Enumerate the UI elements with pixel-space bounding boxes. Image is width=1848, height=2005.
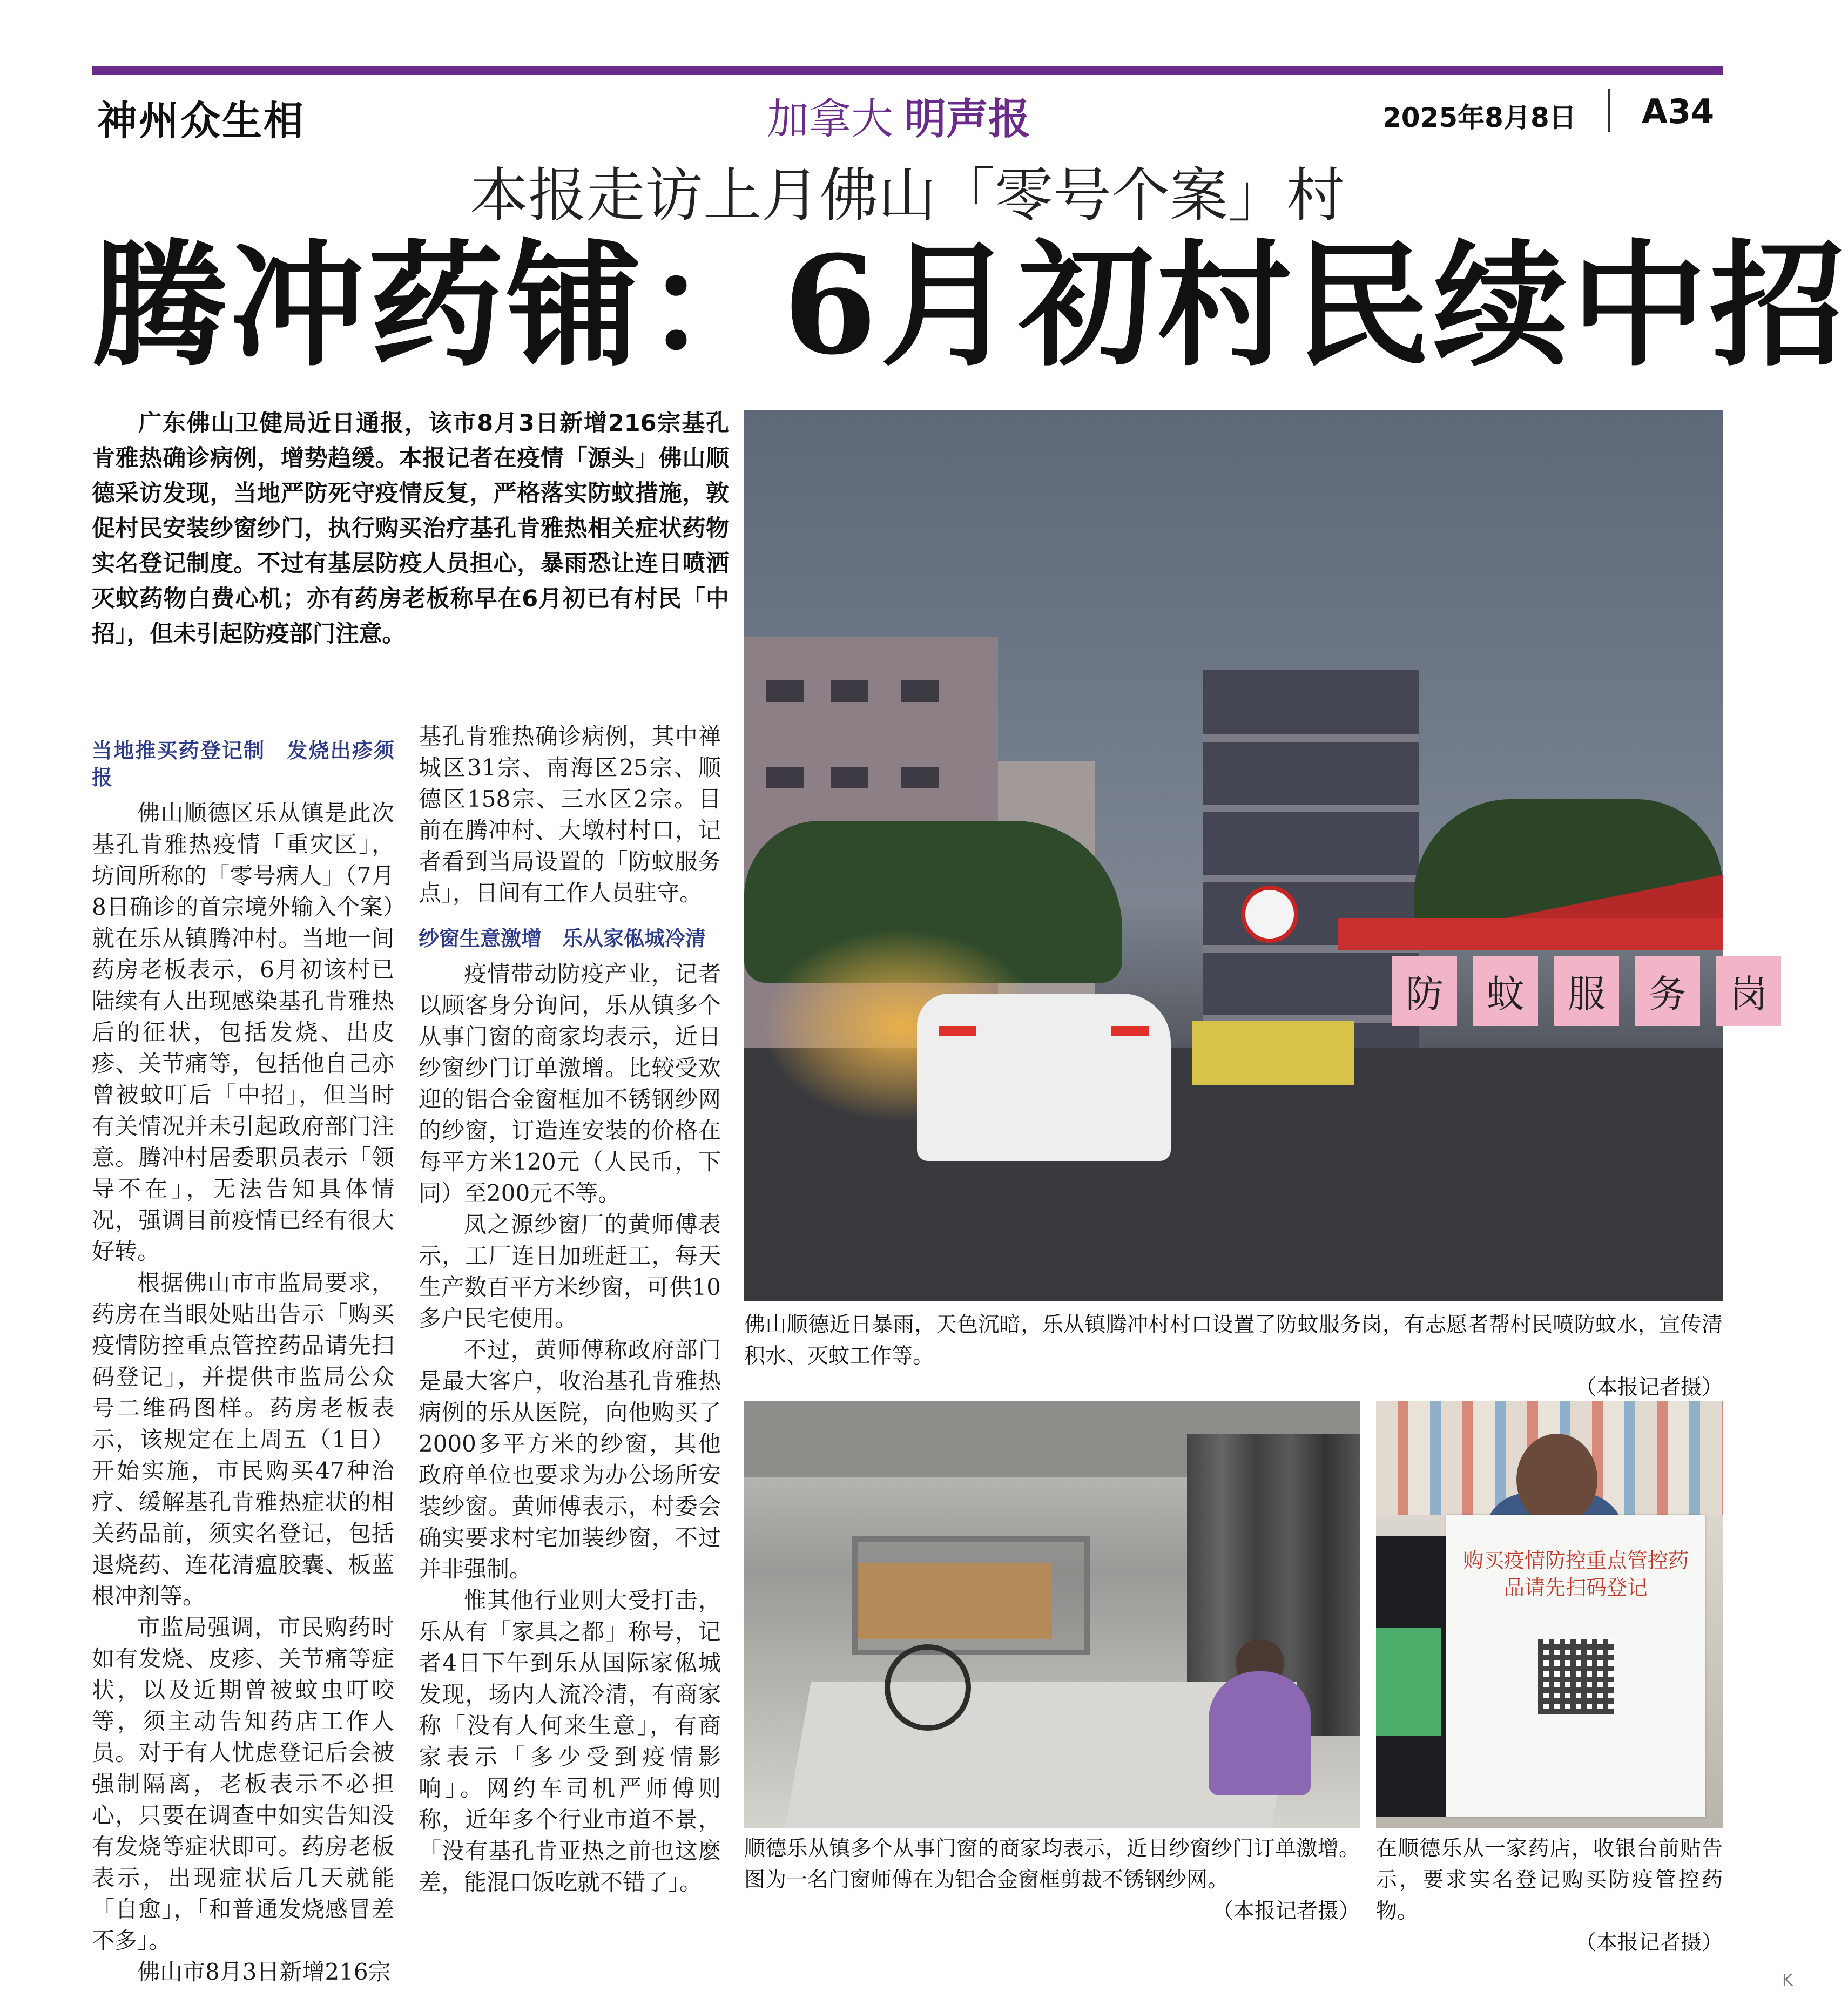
window-workshop-photo: [744, 1401, 1360, 1828]
paragraph: 不过，黄师傅称政府部门是最大客户，收治基孔肯雅热病例的乐从医院，向他购买了2000多平方米的纱窗，其他政府单位也要求为办公场所安装纱窗。黄师傅表示，村委会确实要求村宅加装纱窗，不过并非强制。: [419, 1336, 721, 1582]
photo-caption-1: [744, 1309, 1723, 1403]
paragraph: 佛山顺德区乐从镇是此次基孔肯雅热疫情「重灾区」，坊间所称的「零号病人」（7月8日确诊的首宗境外输入个案）就在乐从镇腾冲村。当地一间药房老板表示，6月初该村已陆续有人出现感染基孔肯雅热后的征状，包括发烧、出皮疹、关节痛等，包括他自己亦曾被蚊叮后「中招」，但当时有关情况并未引起政府部门注意。腾冲村居委职员表示「领导不在」，无法告知具体情况，强调目前疫情已经有很大好转。: [92, 800, 394, 1265]
sign-char: 防: [1392, 956, 1457, 1026]
headline: 腾冲药铺：6月初村民续中招: [92, 226, 1848, 384]
masthead-name: 明声报: [904, 95, 1031, 144]
paragraph: 疫情带动防疫产业，记者以顾客身分询问，乐从镇多个从事门窗的商家均表示，近日纱窗纱门订单激增。比较受欢迎的铝合金窗框加不锈钢纱网的纱窗，订造连安装的价格在每平方米120元（人民币，下同）至200元不等。: [419, 961, 721, 1206]
sign-char: 务: [1635, 956, 1700, 1026]
pharmacy-notice-photo: [1376, 1401, 1723, 1828]
paragraph: 凤之源纱窗厂的黄师傅表示，工厂连日加班赶工，每天生产数百平方米纱窗，可供10多户民宅使用。: [419, 1211, 721, 1332]
paragraph: 根据佛山市市监局要求，药房在当眼处贴出告示「购买疫情防控重点管控药品请先扫码登记」，并提供市监局公众号二维码图样。药房老板表示，该规定在上周五（1日）开始实施，市民购买47种治疗、缓解基孔肯雅热症状的相关药品前，须实名登记，包括退烧药、连花清瘟胶囊、板蓝根冲剂等。: [92, 1270, 394, 1609]
sign-char: 蚊: [1473, 956, 1538, 1026]
white-car: [917, 994, 1171, 1161]
section-name: 神州众生相: [97, 98, 305, 144]
pharmacist-head: [1516, 1434, 1597, 1525]
worker: [1209, 1671, 1311, 1795]
section-subhead-1: 当地推买药登记制 发烧出疹须报: [92, 739, 394, 789]
lede-paragraph: 广东佛山卫健局近日通报，该市8月3日新增216宗基孔肯雅热确诊病例，增势趋缓。本报记者在疫情「源头」佛山顺德采访发现，当地严防死守疫情反复，严格落实防蚊措施，敦促村民安装纱窗纱门，执行购买治疗基孔肯雅热相关症状药物实名登记制度。不过有基层防疫人员担心，暴雨恐让连日喷洒灭蚊药物白费心机；亦有药房老板称早在6月初已有村民「中招」，但未引起防疫部门注意。: [92, 410, 729, 647]
registration-notice: [1446, 1515, 1705, 1817]
fan-icon: [885, 1644, 971, 1731]
cardboard-boxes: [858, 1563, 1052, 1639]
issue-date: 2025年8月8日: [1382, 102, 1576, 133]
section-subhead-2: 纱窗生意激增 乐从家俬城冷清: [419, 927, 706, 950]
page-number: A34: [1642, 92, 1715, 131]
paragraph: 惟其他行业则大受打击，乐从有「家具之都」称号，记者4日下午到乐从国际家俬城发现，场内人流冷清，有商家称「没有人何来生意」，有商家表示「多少受到疫情影响」。网约车司机严师傅则称，近年多个行业市道不景，「没有基孔肯亚热之前也这麽差，能混口饭吃就不错了」。: [419, 1587, 721, 1895]
header-divider: [1608, 89, 1610, 132]
road-sign-icon: [1241, 886, 1298, 943]
top-rule: [92, 66, 1723, 75]
masthead: [767, 85, 1091, 146]
kicker-subtitle: 本报走访上月佛山「零号个案」村: [469, 162, 1345, 229]
mosquito-post-signs: [1392, 956, 1781, 1026]
sign-char: 服: [1554, 956, 1619, 1026]
tent-banner: [1338, 918, 1723, 950]
caption-text: 在顺德乐从一家药店，收银台前贴告示，要求实名登记购买防疫管控药物。: [1376, 1837, 1723, 1923]
masthead-country: 加拿大: [767, 95, 894, 144]
article-column-2: [419, 721, 721, 1898]
photo-credit: （本报记者摄）: [1575, 1375, 1723, 1400]
notice-text: 购买疫情防控重点管控药品请先扫码登记: [1462, 1549, 1689, 1599]
qr-code-icon: [1538, 1639, 1614, 1714]
article-column-1: [92, 737, 394, 1988]
photo-caption-3: [1376, 1833, 1723, 1959]
sign-char: 岗: [1716, 956, 1781, 1026]
photo-credit: （本报记者摄）: [1575, 1930, 1723, 1955]
caption-text: 佛山顺德近日暴雨，天色沉暗，乐从镇腾冲村村口设置了防蚊服务岗，有志愿者帮村民喷防蚊水，宣传清积水、灭蚊工作等。: [744, 1313, 1723, 1368]
village-entrance-photo: [744, 410, 1768, 1301]
yellow-railing: [1192, 1021, 1354, 1085]
payment-qr-stand: [1376, 1628, 1441, 1736]
caption-text: 顺德乐从镇多个从事门窗的商家均表示，近日纱窗纱门订单激增。图为一名门窗师傅在为铝合金窗框剪裁不锈钢纱网。: [744, 1837, 1360, 1892]
paragraph: 基孔肯雅热确诊病例，其中禅城区31宗、南海区25宗、顺德区158宗、三水区2宗。目前在腾冲村、大墩村村口，记者看到当局设置的「防蚊服务点」，日间有工作人员驻守。: [419, 723, 721, 906]
paragraph: 市监局强调，市民购药时如有发烧、皮疹、关节痛等症状，以及近期曾被蚊虫叮咬等，须主动告知药店工作人员。对于有人忧虑登记后会被强制隔离，老板表示不必担心，只要在调查中如实告知没有发烧等症状即可。药房老板表示，出现症状后几天就能「自愈」，「和普通发烧感冒差不多」。: [92, 1614, 394, 1954]
paragraph: 佛山市8月3日新增216宗: [137, 1959, 391, 1985]
corner-mark: K: [1782, 1971, 1793, 1990]
photo-credit: （本报记者摄）: [1212, 1899, 1360, 1923]
photo-caption-2: [744, 1833, 1360, 1927]
